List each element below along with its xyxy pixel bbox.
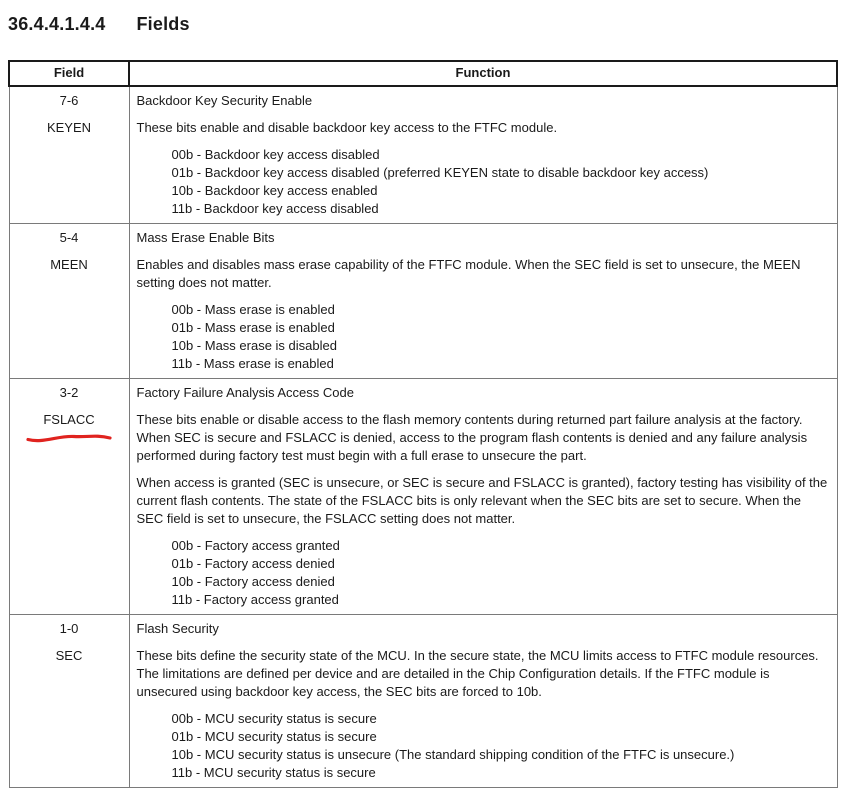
option-list [137, 146, 831, 218]
section-title: Fields [136, 14, 190, 34]
option-list [137, 710, 831, 782]
field-name: KEYEN [46, 120, 92, 135]
function-title: Backdoor Key Security Enable [136, 93, 313, 108]
field-cell [9, 379, 129, 615]
option-line: 11b - Backdoor key access disabled [171, 201, 379, 216]
option-line: 00b - Backdoor key access disabled [171, 147, 380, 162]
option-list [137, 301, 831, 373]
field-name: MEEN [50, 257, 88, 272]
column-header-field: Field [9, 61, 129, 86]
field-bits: 5-4 [59, 230, 79, 245]
option-line: 01b - Mass erase is enabled [171, 320, 335, 335]
function-cell [129, 224, 837, 379]
section-number: 36.4.4.1.4.4 [8, 14, 106, 34]
option-line: 10b - MCU security status is unsecure (The standard shipping condition of the FTFC is unsecure.) [171, 747, 735, 762]
option-line: 10b - Mass erase is disabled [171, 338, 337, 353]
function-cell [129, 379, 837, 615]
function-description: These bits enable or disable access to the flash memory contents during returned part failure analysis at the factory. When SEC is secure and FSLACC is denied, access to the program flash contents is denied and any failure analysis performed during factory test must begin with a full erase to unsecure the part. [136, 412, 808, 463]
red-underline-annotation [25, 431, 113, 444]
option-line: 01b - MCU security status is secure [171, 729, 377, 744]
section-heading [8, 14, 190, 35]
option-line: 00b - MCU security status is secure [171, 711, 377, 726]
option-line: 01b - Backdoor key access disabled (preferred KEYEN state to disable backdoor key access) [171, 165, 709, 180]
table-row-meen [9, 224, 837, 379]
field-cell [9, 224, 129, 379]
function-title: Flash Security [136, 621, 219, 636]
option-line: 11b - MCU security status is secure [171, 765, 376, 780]
field-bits: 7-6 [59, 93, 79, 108]
column-header-function: Function [129, 61, 837, 86]
function-title: Factory Failure Analysis Access Code [136, 385, 354, 400]
option-line: 11b - Factory access granted [171, 592, 339, 607]
field-cell [9, 86, 129, 224]
function-title: Mass Erase Enable Bits [136, 230, 275, 245]
option-list [137, 537, 831, 609]
function-description: These bits define the security state of the MCU. In the secure state, the MCU limits access to FTFC module resources. The limitations are defined per device and are detailed in the Chip Configuration details. If the FTFC module is unsecured using backdoor key access, the SEC bits are forced to 10b. [136, 648, 819, 699]
table-row-sec [9, 615, 837, 788]
table-row-keyen [9, 86, 837, 224]
field-bits: 3-2 [59, 385, 79, 400]
table-header-row [9, 61, 837, 86]
function-cell [129, 615, 837, 788]
field-name: FSLACC [43, 412, 95, 427]
option-line: 00b - Factory access granted [171, 538, 340, 553]
function-cell [129, 86, 837, 224]
function-description: Enables and disables mass erase capability of the FTFC module. When the SEC field is set to unsecure, the MEEN setting does not matter. [136, 257, 801, 290]
option-line: 11b - Mass erase is enabled [171, 356, 334, 371]
table-row-fslacc [9, 379, 837, 615]
option-line: 01b - Factory access denied [171, 556, 335, 571]
field-bits: 1-0 [59, 621, 79, 636]
function-description: These bits enable and disable backdoor key access to the FTFC module. [136, 120, 558, 135]
function-description: When access is granted (SEC is unsecure, or SEC is secure and FSLACC is granted), factory testing has visibility of the current flash contents. The state of the FSLACC bits is only relevant when the SEC bits are set to secure. When the SEC field is set to unsecure, the FSLACC setting does not matter. [136, 475, 828, 526]
option-line: 10b - Backdoor key access enabled [171, 183, 378, 198]
option-line: 00b - Mass erase is enabled [171, 302, 335, 317]
field-cell [9, 615, 129, 788]
option-line: 10b - Factory access denied [171, 574, 335, 589]
field-name: SEC [55, 648, 83, 663]
fields-table [8, 60, 838, 788]
